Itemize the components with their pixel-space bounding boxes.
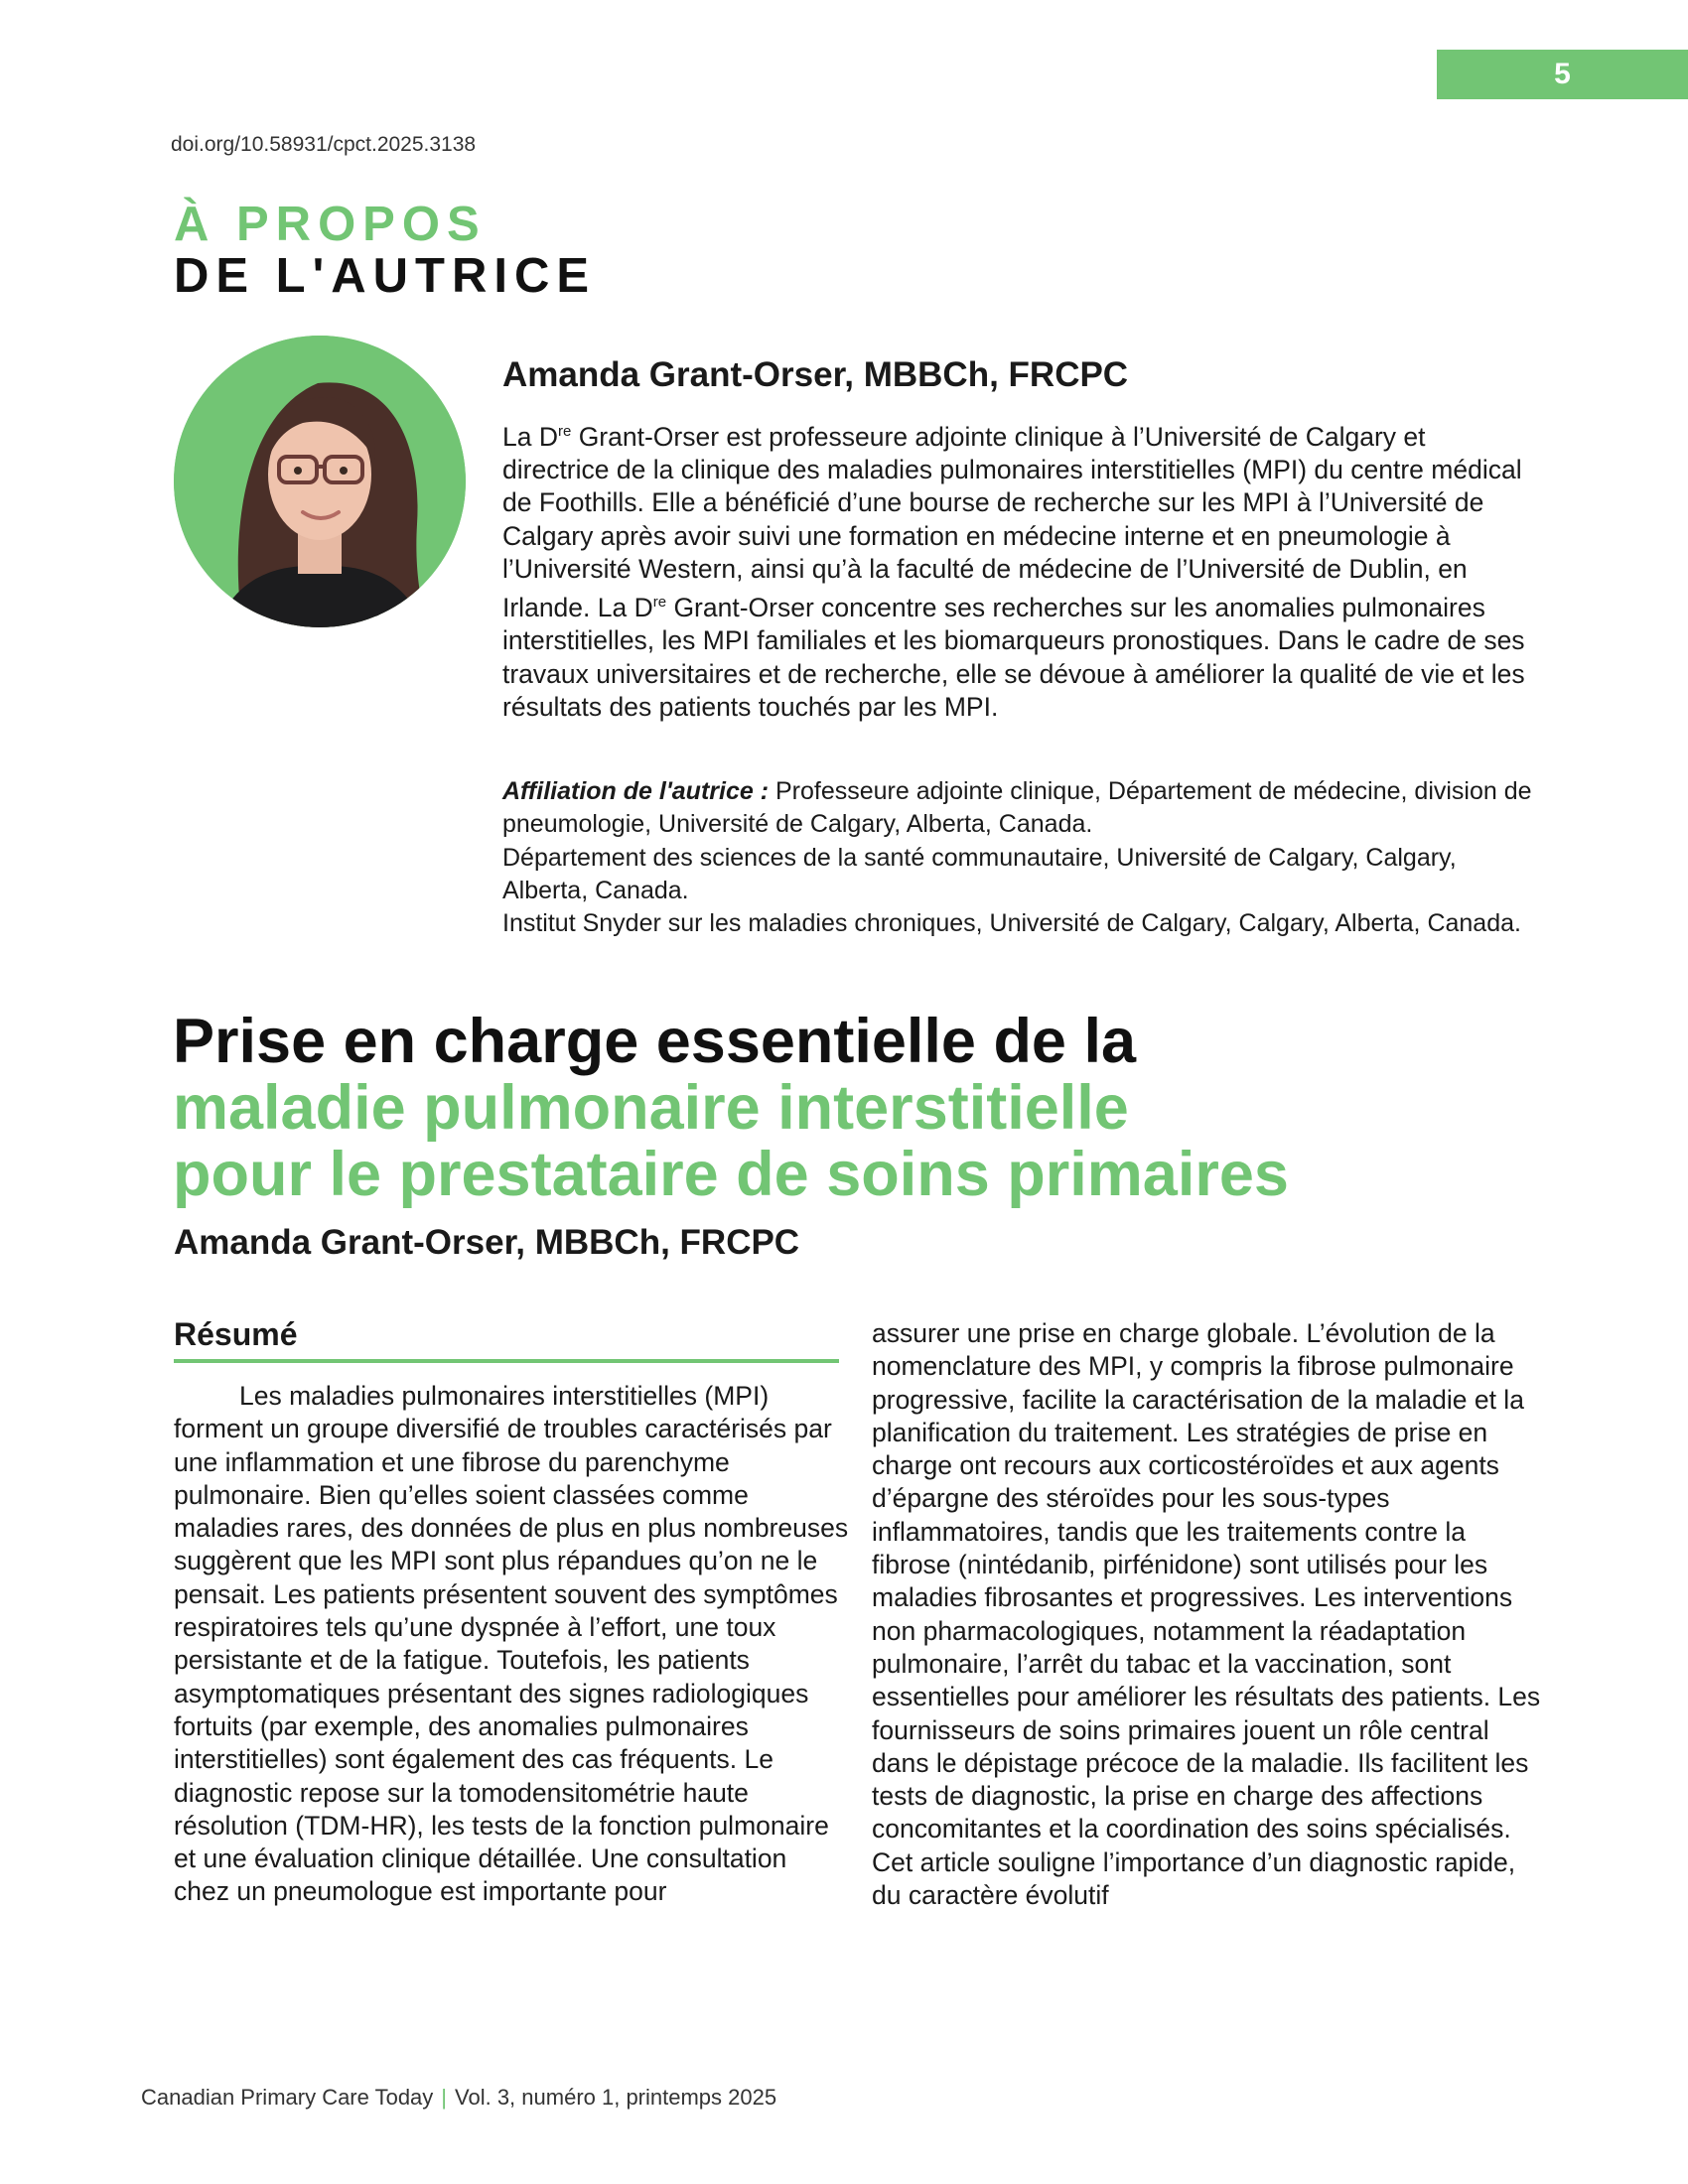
author-photo xyxy=(174,336,466,627)
doi-link[interactable]: doi.org/10.58931/cpct.2025.3138 xyxy=(171,133,477,156)
footer-separator: | xyxy=(441,2085,448,2110)
article-author: Amanda Grant-Orser, MBBCh, FRCPC xyxy=(174,1223,800,1262)
abstract-heading: Résumé xyxy=(174,1316,839,1363)
article-title-line1: Prise en charge essentielle de la xyxy=(173,1007,1137,1076)
author-name: Amanda Grant-Orser, MBBCh, FRCPC xyxy=(502,355,1129,394)
issue-info: Vol. 3, numéro 1, printemps 2025 xyxy=(455,2085,777,2110)
abstract-left-column: Les maladies pulmonaires interstitielles (MPI) forment un groupe diversifié de troubles caractérisés par une inflammation et une fibrose du parenchyme pulmonaire. Bien qu’elles soient classées comme maladies rares, des données de plus en plus nombreuses suggèrent que les MPI sont plus répandues qu’on ne le pensait. Les patients présentent souvent des symptômes respiratoires tels qu’une dyspnée à l’effort, une toux persistante et de la fatigue. Toutefois, les patients asymptomatiques présentant des signes radiologiques fortuits (par exemple, des anomalies pulmonaires interstitielles) sont également des cas fréquents. Le diagnostic repose sur la tomodensitométrie haute résolution (TDM-HR), les tests de la fonction pulmonaire et une évaluation clinique détaillée. Une consultation chez un pneumologue est importante pour xyxy=(174,1381,849,1907)
author-affiliation: Affiliation de l'autrice : Professeure adjointe clinique, Département de médecine, division de pneumologie, Université de Calgary, Alberta, Canada. Département des sciences de la santé communautaire, Université de Calgary, Calgary, Alberta, Canada. Institut Snyder sur les maladies chroniques, Université de Calgary, Calgary, Alberta, Canada. xyxy=(502,775,1535,940)
journal-name: Canadian Primary Care Today xyxy=(141,2085,434,2110)
abstract-right-column: assurer une prise en charge globale. L’évolution de la nomenclature des MPI, y compris la fibrose pulmonaire progressive, facilite la caractérisation de la maladie et la planification du traitement. Les stratégies de prise en charge ont recours aux corticostéroïdes et aux agents d’épargne des stéroïdes pour les sous-types inflammatoires, tandis que les traitements contre la fibrose (nintédanib, pirfénidone) sont utilisés pour les maladies fibrosantes et progressives. Les interventions non pharmacologiques, notamment la réadaptation pulmonaire, l’arrêt du tabac et la vaccination, sont essentielles pour améliorer les résultats des patients. Les fournisseurs de soins primaires jouent un rôle central dans le dépistage précoce de la maladie. Ils facilitent les tests de diagnostic, la prise en charge des affections concomitantes et la coordination des soins spécialisés. Cet article souligne l’importance d’un diagnostic rapide, du caractère évolutif xyxy=(872,1318,1541,1911)
article-title-line2: maladie pulmonaire interstitielle xyxy=(173,1073,1129,1143)
affiliation-line: Institut Snyder sur les maladies chroniques, Université de Calgary, Calgary, Alberta, Canada. xyxy=(502,909,1521,938)
article-title-line3: pour le prestataire de soins primaires xyxy=(173,1140,1289,1209)
page-footer xyxy=(141,2085,776,2111)
article-title xyxy=(173,1009,1289,1208)
author-bio: La Dre Grant-Orser est professeure adjointe clinique à l’Université de Calgary et directrice de la clinique des maladies pulmonaires interstitielles (MPI) du centre médical de Foothills. Elle a bénéficié d’une bourse de recherche sur les MPI à l’Université de Calgary après avoir suivi une formation en médecine interne et en pneumologie à l’Université Western, ainsi qu’à la faculté de médecine de l’Université de Dublin, en Irlande. La Dre Grant-Orser concentre ses recherches sur les anomalies pulmonaires interstitielles, les MPI familiales et les biomarqueurs pronostiques. Dans le cadre de ses travaux universitaires et de recherche, elle se dévoue à améliorer la qualité de vie et les résultats des patients touchés par les MPI. xyxy=(502,421,1525,723)
about-heading-line1: À PROPOS xyxy=(174,198,487,251)
affiliation-line: Département des sciences de la santé communautaire, Université de Calgary, Calgary, Alberta, Canada. xyxy=(502,843,1457,904)
about-heading xyxy=(174,199,596,302)
page-number: 5 xyxy=(1437,50,1688,99)
about-heading-line2: DE L'AUTRICE xyxy=(174,249,597,303)
affiliation-label: Affiliation de l'autrice : xyxy=(502,777,770,805)
